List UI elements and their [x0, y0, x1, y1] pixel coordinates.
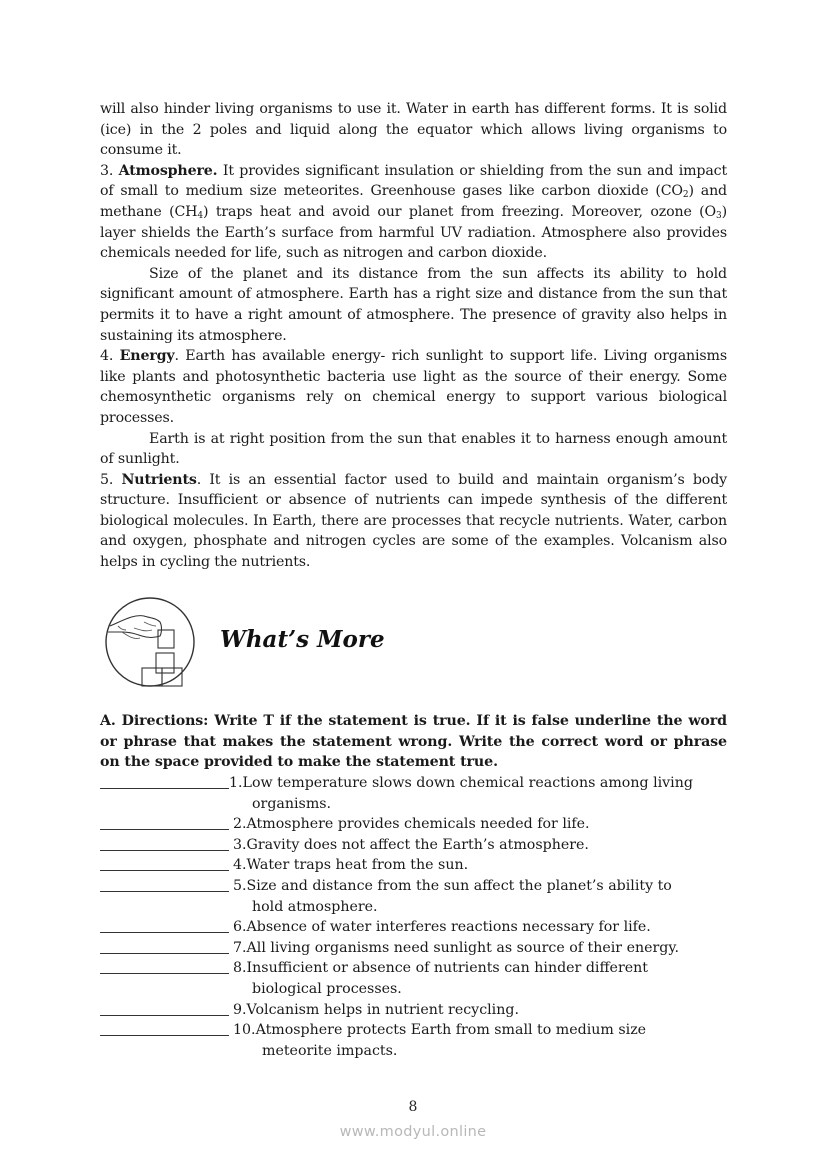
- item-text: Low temperature slows down chemical reactions among living: [242, 775, 693, 791]
- item-text-continued: hold atmosphere.: [252, 898, 378, 915]
- true-false-items: [100, 773, 727, 1061]
- list-item: [100, 1020, 727, 1061]
- item-number: 10.: [233, 1022, 256, 1039]
- section-header: [104, 596, 504, 692]
- item-number: 3.: [100, 162, 119, 179]
- answer-blank[interactable]: [100, 773, 229, 789]
- item-number: 4.: [233, 857, 247, 874]
- list-item: [100, 855, 727, 876]
- paragraph-nutrients: [100, 470, 727, 573]
- item-text: Atmosphere provides chemicals needed for life.: [246, 816, 590, 833]
- answer-blank[interactable]: [100, 1020, 229, 1036]
- text-segment: . Earth has available energy- rich sunlight to support life. Living organisms like plants and photosynthetic bacteria use light as the source of their energy. Some chemosynthetic organisms rely on chemical energy to support various biological processes.: [100, 348, 727, 426]
- item-number: 8.: [233, 960, 247, 977]
- item-text: Insufficient or absence of nutrients can hinder different: [246, 960, 648, 977]
- item-text: Volcanism helps in nutrient recycling.: [246, 1001, 519, 1018]
- list-item: [100, 773, 727, 814]
- item-text: Atmosphere protects Earth from small to medium size: [255, 1022, 647, 1039]
- list-item: [100, 958, 727, 999]
- term-atmosphere: Atmosphere.: [118, 162, 218, 179]
- subscript: 2: [682, 190, 689, 201]
- answer-blank[interactable]: [100, 1000, 229, 1016]
- list-item: [100, 1000, 727, 1021]
- answer-blank[interactable]: [100, 958, 229, 974]
- item-text-continued: organisms.: [252, 795, 332, 812]
- answer-blank[interactable]: [100, 855, 229, 871]
- answer-blank[interactable]: [100, 814, 229, 830]
- answer-blank[interactable]: [100, 917, 229, 933]
- paragraph-water-continued: will also hinder living organisms to use it. Water in earth has different forms. It is solid (ice) in the 2 poles and liquid along the equator which allows living organisms to consume it.: [100, 101, 727, 159]
- paragraph-energy: [100, 346, 727, 428]
- item-text: Water traps heat from the sun.: [246, 857, 469, 874]
- text-segment: ) traps heat and avoid our planet from freezing. Moreover, ozone (O: [202, 203, 717, 220]
- activity-directions: A. Directions: Write T if the statement is true. If it is false underline the word or phrase that makes the statement wrong. Write the correct word or phrase on the space provided to make the statement true.: [100, 713, 727, 771]
- list-item: [100, 835, 727, 856]
- item-number: 1.: [229, 775, 243, 791]
- text-segment: ) layer shields the Earth’s surface from harmful UV radiation. Atmosphere also provides chemicals needed for life, such as nitrogen and carbon dioxide.: [100, 203, 727, 262]
- item-number: 9.: [233, 1001, 247, 1018]
- item-number: 5.: [233, 877, 247, 894]
- item-number: 5.: [100, 471, 122, 488]
- item-number: 4.: [100, 348, 120, 365]
- item-text-continued: biological processes.: [252, 980, 402, 997]
- list-item: [100, 917, 727, 938]
- answer-blank[interactable]: [100, 938, 229, 954]
- text-segment: ) and methane (CH: [100, 183, 727, 220]
- text-segment: . It is an essential factor used to build and maintain organism’s body structure. Insufficient or absence of nutrients can impede synthesis of the different biological molecules. In Earth, there are processes that recycle nutrients. Water, carbon and oxygen, phosphate and nitrogen cycles are some of the examples. Volcanism also helps in cycling the nutrients.: [100, 471, 727, 571]
- paragraph-atmosphere: [100, 161, 727, 264]
- subscript: 3: [716, 210, 722, 221]
- answer-blank[interactable]: [100, 876, 229, 892]
- item-number: 6.: [233, 919, 247, 936]
- subscript: 4: [197, 210, 203, 221]
- body-text: [100, 99, 727, 573]
- hand-stacking-blocks-icon: [104, 596, 196, 688]
- paragraph-earth-position: Earth is at right position from the sun that enables it to harness enough amount of sunlight.: [100, 430, 727, 468]
- item-number: 2.: [233, 816, 247, 833]
- text-segment: It provides significant insulation or shielding from the sun and impact of small to medium size meteorites. Greenhouse gases like carbon dioxide (CO: [100, 162, 727, 200]
- paragraph-planet-size: Size of the planet and its distance from the sun affects its ability to hold significant amount of atmosphere. Earth has a right size and distance from the sun that permits it to have a right amount of atmosphere. The presence of gravity also helps in sustaining its atmosphere.: [100, 265, 727, 344]
- list-item: [100, 876, 727, 917]
- list-item: [100, 814, 727, 835]
- section-title: What’s More: [220, 626, 385, 653]
- item-text: Size and distance from the sun affect the planet’s ability to: [246, 877, 672, 894]
- term-energy: Energy: [119, 348, 175, 365]
- list-item: [100, 938, 727, 959]
- item-number: 3.: [233, 836, 247, 853]
- term-nutrients: Nutrients: [121, 471, 197, 488]
- item-text: Gravity does not affect the Earth’s atmosphere.: [246, 836, 589, 853]
- watermark: www.modyul.online: [339, 1124, 487, 1140]
- answer-blank[interactable]: [100, 835, 229, 851]
- item-text: Absence of water interferes reactions necessary for life.: [246, 919, 651, 936]
- item-text: All living organisms need sunlight as source of their energy.: [246, 939, 680, 956]
- item-number: 7.: [233, 939, 247, 956]
- item-text-continued: meteorite impacts.: [262, 1042, 398, 1059]
- page-number: 8: [408, 1099, 418, 1115]
